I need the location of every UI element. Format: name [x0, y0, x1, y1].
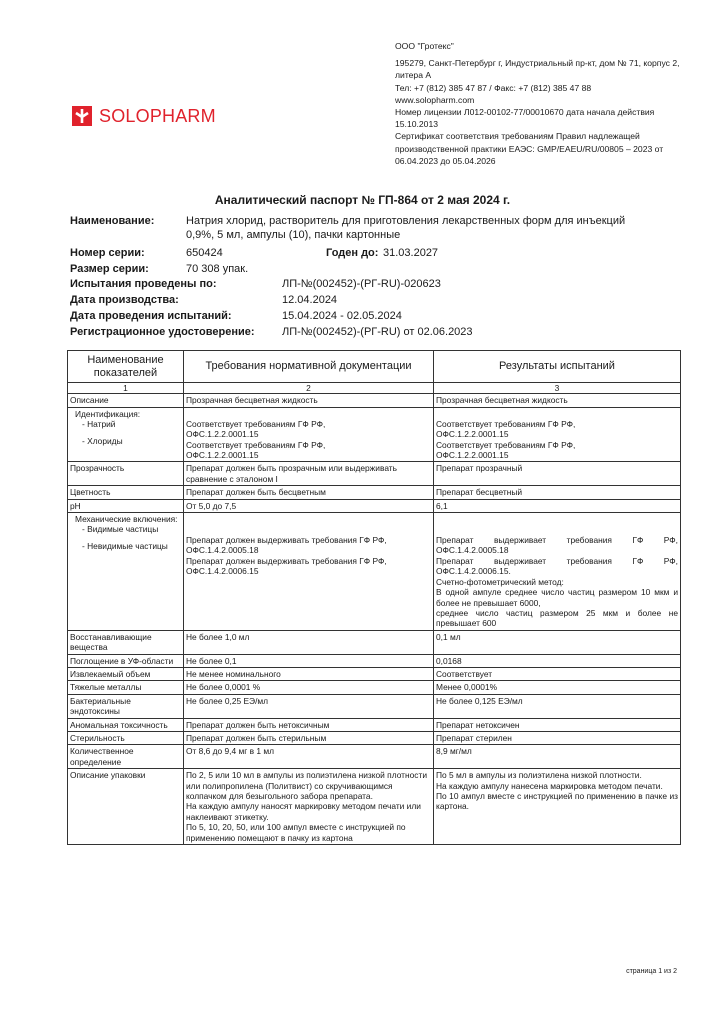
result: Препарат прозрачный	[434, 462, 681, 486]
requirement: Прозрачная бесцветная жидкость	[184, 394, 434, 407]
identification-label: Идентификация:	[75, 408, 141, 419]
result: 6,1	[434, 499, 681, 512]
requirement: Не менее номинального	[184, 667, 434, 680]
result: Препарат нетоксичен	[434, 718, 681, 731]
company-website: www.solopharm.com	[395, 94, 475, 105]
packaging-result: По 10 ампул вместе с инструкцией по применению в пачке из картона.	[436, 791, 678, 812]
mechanical-inclusions-label: Механические включения:	[75, 514, 178, 525]
requirement: Не более 1,0 мл	[184, 630, 434, 654]
result: Препарат бесцветный	[434, 486, 681, 499]
requirement: Препарат должен быть стерильным	[184, 731, 434, 744]
invisible-particles-label: - Невидимые частицы	[82, 540, 168, 551]
indicator-name: Прозрачность	[68, 462, 184, 486]
requirement: От 5,0 до 7,5	[184, 499, 434, 512]
company-phone-fax: Тел: +7 (812) 385 47 87 / Факс: +7 (812) 385 47 88	[395, 82, 592, 93]
packaging-requirement: На каждую ампулу наносят маркировку методом печати или наклеивают этикетку.	[186, 801, 421, 822]
table-col-numbers-row	[68, 383, 681, 394]
indicator-name: Извлекаемый объем	[68, 667, 184, 680]
result: Менее 0,0001%	[434, 681, 681, 694]
chlorides-result: Соответствует требованиям ГФ РФ,	[436, 439, 576, 450]
registration-value: ЛП-№(002452)-(РГ-RU) от 02.06.2023	[282, 326, 473, 338]
table-row	[68, 667, 681, 680]
indicator-name: Аномальная токсичность	[68, 718, 184, 731]
packaging-requirement: По 5, 10, 20, 50, или 100 ампул вместе с инструкцией по применению помещают в пачку из картона	[186, 822, 406, 843]
table-row	[68, 394, 681, 407]
series-field	[70, 246, 690, 260]
result	[434, 769, 681, 845]
company-address: 195279, Санкт-Петербург г, Индустриальный пр-кт, дом № 71, корпус 2, литера А	[395, 58, 680, 81]
indicator-name	[68, 407, 184, 462]
production-date-label: Дата производства:	[70, 294, 179, 306]
page-number: страница 1 из 2	[626, 968, 677, 975]
indicator-name: Восстанавливающие вещества	[68, 630, 184, 654]
tests-basis-field	[70, 277, 690, 291]
result: Не более 0,125 ЕЭ/мл	[434, 694, 681, 718]
col-number: 1	[68, 383, 184, 394]
packaging-result: На каждую ампулу нанесена маркировка методом печати.	[436, 780, 663, 791]
solopharm-logo	[70, 104, 216, 128]
table-row	[68, 407, 681, 462]
table-row	[68, 745, 681, 769]
particles-10um-result: В одной ампуле среднее число частиц размером 10 мкм и более не превышает 6000,	[436, 587, 678, 608]
sodium-label: - Натрий	[82, 419, 116, 430]
product-name-field	[70, 214, 690, 244]
registration-label: Регистрационное удостоверение:	[70, 326, 255, 338]
product-name-line2: 0,9%, 5 мл, ампулы (10), пачки картонные	[186, 229, 401, 241]
sodium-requirement: ОФС.1.2.2.0001.15	[186, 429, 259, 440]
test-period-field	[70, 309, 690, 323]
photometric-method-label: Счетно-фотометрический метод:	[436, 576, 564, 587]
chlorides-requirement: Соответствует требованиям ГФ РФ,	[186, 439, 326, 450]
product-name-label: Наименование:	[70, 215, 155, 227]
table-header-row	[68, 351, 681, 383]
document-title: Аналитический паспорт № ГП-864 от 2 мая 2024 г.	[214, 193, 511, 207]
indicator-name	[68, 513, 184, 631]
result: 8,9 мг/мл	[434, 745, 681, 769]
result: Прозрачная бесцветная жидкость	[434, 394, 681, 407]
packaging-result: По 5 мл в ампулы из полиэтилена низкой плотности.	[436, 770, 642, 781]
visible-particles-requirement: Препарат должен выдерживать требования ГФ РФ, ОФС.1.4.2.0005.18	[186, 535, 387, 556]
visible-particles-result: Препарат выдерживает требования ГФ РФ, ОФС.1.4.2.0005.18	[436, 535, 678, 556]
sodium-result: Соответствует требованиям ГФ РФ,	[436, 418, 576, 429]
sodium-requirement: Соответствует требованиям ГФ РФ,	[186, 418, 326, 429]
result	[434, 513, 681, 631]
requirement	[184, 407, 434, 462]
indicator-name: Тяжелые металлы	[68, 681, 184, 694]
series-size-field	[70, 262, 690, 276]
result: 0,0168	[434, 654, 681, 667]
company-info	[395, 40, 685, 167]
indicator-name: Цветность	[68, 486, 184, 499]
table-row	[68, 731, 681, 744]
table-row	[68, 718, 681, 731]
result: 0,1 мл	[434, 630, 681, 654]
table-row	[68, 769, 681, 845]
requirement: От 8,6 до 9,4 мг в 1 мл	[184, 745, 434, 769]
col-header-requirements: Требования нормативной документации	[184, 351, 434, 383]
indicator-name: Описание	[68, 394, 184, 407]
indicator-name: Бактериальные эндотоксины	[68, 694, 184, 718]
requirement	[184, 769, 434, 845]
chlorides-result: ОФС.1.2.2.0001.15	[436, 450, 509, 461]
table-row	[68, 513, 681, 631]
indicator-name: Количественное определение	[68, 745, 184, 769]
sodium-result: ОФС.1.2.2.0001.15	[436, 429, 509, 440]
table-row	[68, 654, 681, 667]
tests-basis-label: Испытания проведены по:	[70, 278, 217, 290]
col-header-indicators: Наименование показателей	[68, 351, 184, 383]
table-row	[68, 499, 681, 512]
series-label: Номер серии:	[70, 247, 145, 259]
result	[434, 407, 681, 462]
series-value: 650424	[186, 247, 223, 259]
specification-table	[67, 350, 681, 845]
production-date-value: 12.04.2024	[282, 294, 338, 306]
result: Препарат стерилен	[434, 731, 681, 744]
chlorides-requirement: ОФС.1.2.2.0001.15	[186, 450, 259, 461]
logo-text: SOLOPHARM	[99, 105, 216, 126]
indicator-name: pH	[68, 499, 184, 512]
table-row	[68, 694, 681, 718]
tests-basis-value: ЛП-№(002452)-(РГ-RU)-020623	[282, 278, 441, 290]
result: Соответствует	[434, 667, 681, 680]
requirement: Препарат должен быть прозрачным или выдерживать сравнение с эталоном I	[184, 462, 434, 486]
packaging-requirement: По 2, 5 или 10 мл в ампулы из полиэтилена низкой плотности или полипропилена (Политвист) со скручивающимся колпачком для безыгольного забора препарата.	[186, 770, 427, 801]
table-row	[68, 630, 681, 654]
requirement: Препарат должен быть бесцветным	[184, 486, 434, 499]
col-number: 2	[184, 383, 434, 394]
col-header-results: Результаты испытаний	[434, 351, 681, 383]
table-row	[68, 486, 681, 499]
col-number: 3	[434, 383, 681, 394]
requirement: Не более 0,25 ЕЭ/мл	[184, 694, 434, 718]
expiry-value: 31.03.2027	[383, 247, 439, 259]
chlorides-label: - Хлориды	[82, 435, 123, 446]
table-row	[68, 462, 681, 486]
series-size-label: Размер серии:	[70, 263, 149, 275]
series-size-value: 70 308 упак.	[186, 263, 249, 275]
company-name: ООО "Гротекс"	[395, 41, 454, 51]
visible-particles-label: - Видимые частицы	[82, 524, 159, 535]
registration-field	[70, 325, 690, 339]
invisible-particles-result: Препарат выдерживает требования ГФ РФ, ОФС.1.4.2.0006.15.	[436, 555, 678, 577]
expiry-label: Годен до:	[326, 247, 379, 259]
table-row	[68, 681, 681, 694]
invisible-particles-requirement: Препарат должен выдерживать требования ГФ РФ, ОФС.1.4.2.0006.15	[186, 555, 387, 577]
indicator-name: Поглощение в УФ-области	[68, 654, 184, 667]
solopharm-logo-icon	[70, 104, 94, 128]
particles-25um-result: среднее число частиц размером 25 мкм и более не превышает 600	[436, 607, 678, 629]
requirement: Не более 0,0001 %	[184, 681, 434, 694]
test-period-label: Дата проведения испытаний:	[70, 310, 232, 322]
requirement	[184, 513, 434, 631]
company-license: Номер лицензии Л012-00102-77/00010670 дата начала действия 15.10.2013	[395, 107, 655, 130]
indicator-name: Описание упаковки	[68, 769, 184, 845]
requirement: Не более 0,1	[184, 654, 434, 667]
indicator-name: Стерильность	[68, 731, 184, 744]
requirement: Препарат должен быть нетоксичным	[184, 718, 434, 731]
product-name-line1: Натрия хлорид, растворитель для приготовления лекарственных форм для инъекций	[186, 215, 626, 227]
company-gmp-certificate: Сертификат соответствия требованиям Правил надлежащей производственной практики ЕАЭС: GMP/EAEU/RU/00805 – 2023 от 06.04.2023 до 05.04.2026	[395, 131, 664, 166]
production-date-field	[70, 293, 690, 307]
test-period-value: 15.04.2024 - 02.05.2024	[282, 310, 402, 322]
